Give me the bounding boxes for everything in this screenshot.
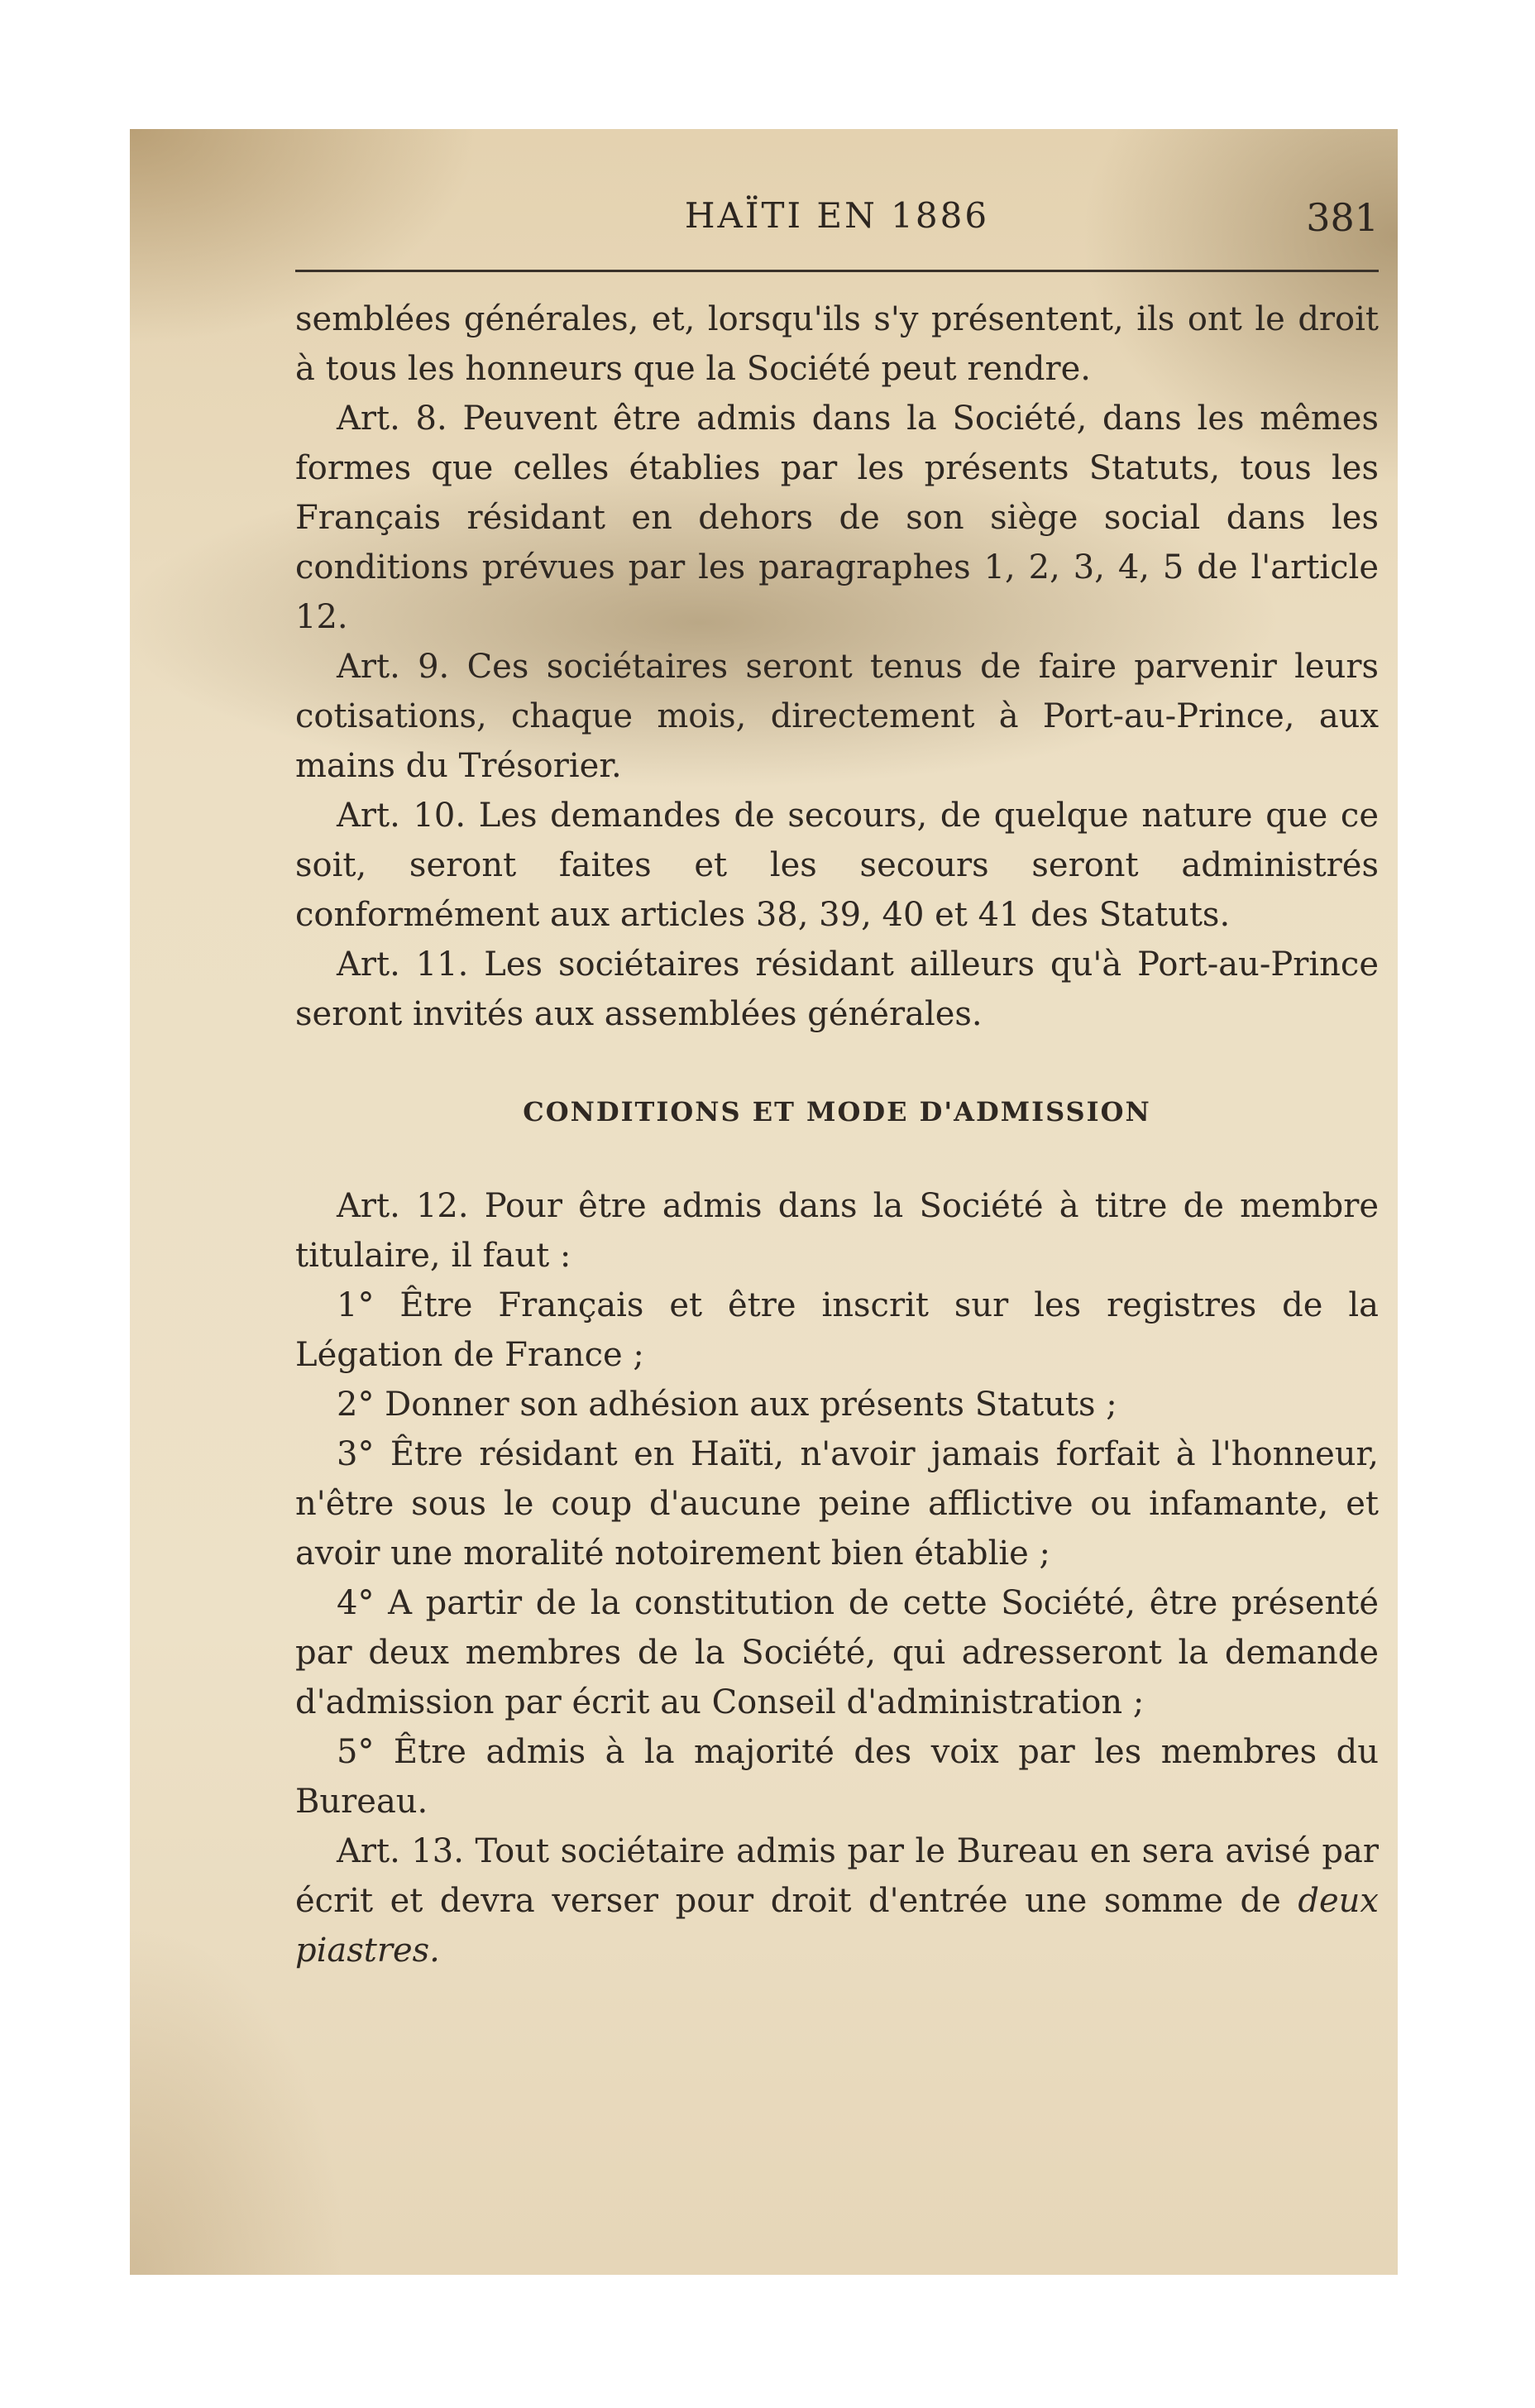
body-text (295, 294, 1379, 1975)
running-title: HAÏTI EN 1886 (684, 195, 990, 236)
condition-4: 4° A partir de la constitution de cette Société, être présenté par deux membres de la Société, qui adresseront la demande d'admission par écrit au Conseil d'administration ; (295, 1584, 1379, 1721)
paragraph-art-13-text: Art. 13. Tout sociétaire admis par le Bureau en sera avisé par écrit et devra verser pour droit d'entrée une somme de (295, 1832, 1379, 1920)
condition-3: 3° Être résidant en Haïti, n'avoir jamais forfait à l'honneur, n'être sous le coup d'aucune peine afflictive ou infamante, et avoir une moralité notoirement bien établie ; (295, 1435, 1379, 1573)
paragraph-art-10: Art. 10. Les demandes de secours, de quelque nature que ce soit, seront faites et les secours seront administrés conformément aux articles 38, 39, 40 et 41 des Statuts. (295, 797, 1379, 934)
condition-5: 5° Être admis à la majorité des voix par les membres du Bureau. (295, 1733, 1379, 1821)
paragraph-art-8: Art. 8. Peuvent être admis dans la Société, dans les mêmes formes que celles établies par les présents Statuts, tous les Français résidant en dehors de son siège social dans les conditions prévues par les paragraphes 1, 2, 3, 4, 5 de l'article 12. (295, 400, 1379, 636)
italic-amount: deux piastres. (295, 1882, 1379, 1970)
page-number: 381 (1306, 195, 1379, 240)
condition-2: 2° Donner son adhésion aux présents Statuts ; (337, 1386, 1117, 1424)
condition-1: 1° Être Français et être inscrit sur les registres de la Légation de France ; (295, 1286, 1379, 1374)
paragraph-art-9: Art. 9. Ces sociétaires seront tenus de faire parvenir leurs cotisations, chaque mois, directement à Port-au-Prince, aux mains du Trésorier. (295, 648, 1379, 785)
section-heading: CONDITIONS ET MODE D'ADMISSION (523, 1096, 1151, 1127)
paragraph-art-13 (295, 1826, 1379, 1975)
book-page (130, 129, 1398, 2275)
paragraph-art-12: Art. 12. Pour être admis dans la Société à titre de membre titulaire, il faut : (295, 1187, 1379, 1275)
paragraph-continuation: semblées générales, et, lorsqu'ils s'y présentent, ils ont le droit à tous les honneurs que la Société peut rendre. (295, 300, 1379, 388)
header-rule (295, 270, 1379, 272)
page-header (295, 195, 1379, 253)
paragraph-art-11: Art. 11. Les sociétaires résidant ailleurs qu'à Port-au-Prince seront invités aux assemblées générales. (295, 945, 1379, 1033)
